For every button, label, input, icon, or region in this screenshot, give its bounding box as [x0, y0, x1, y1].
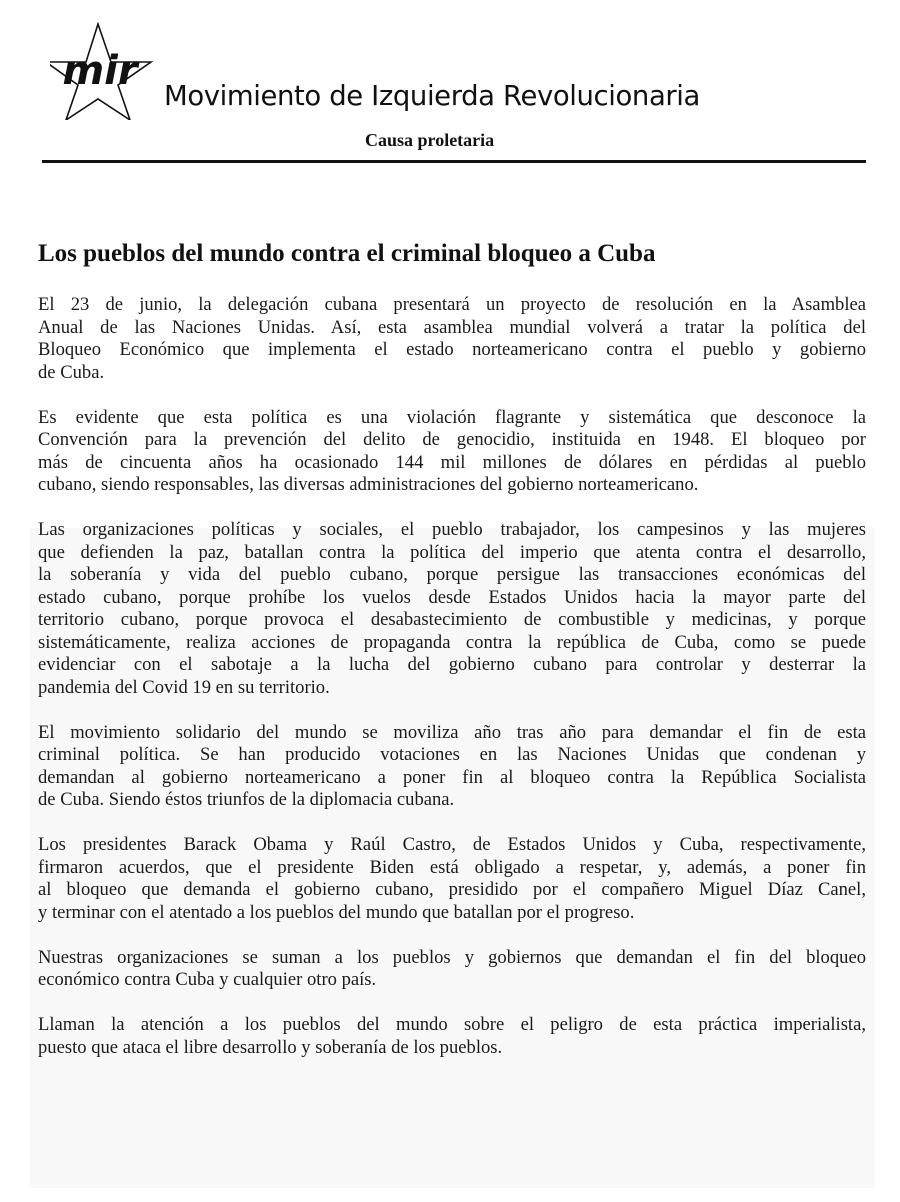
organization-name: Movimiento de Izquierda Revolucionaria: [164, 80, 700, 112]
paragraph-line: que defienden la paz, batallan contra la política del imperio que atenta contra el desarrollo,: [38, 541, 866, 563]
paragraph-line: pandemia del Covid 19 en su territorio.: [38, 676, 330, 698]
publication-subtitle: Causa proletaria: [365, 130, 495, 150]
paragraph-line: al bloqueo que demanda el gobierno cubano, presidido por el compañero Miguel Díaz Canel,: [38, 879, 866, 900]
paragraph-line: Nuestras organizaciones se suman a los pueblos y gobiernos que demandan el fin del bloqueo: [38, 946, 866, 968]
article-paragraph: [38, 294, 866, 384]
paragraph-line: más de cincuenta años ha ocasionado 144 mil millones de dólares en pérdidas al pueblo: [38, 451, 866, 473]
paragraph-line: puesto que ataca el libre desarrollo y soberanía de los pueblos.: [38, 1036, 503, 1058]
paragraph-line: firmaron acuerdos, que el presidente Biden está obligado a respetar, y, además, a poner fin: [38, 856, 866, 878]
article-paragraph: [38, 947, 866, 992]
paragraph-line: criminal política. Se han producido votaciones en las Naciones Unidas que condenan y: [38, 744, 866, 765]
paragraph-line: Bloqueo Económico que implementa el estado norteamericano contra el pueblo y gobierno: [38, 339, 866, 360]
article-paragraph: [38, 722, 866, 812]
paragraph-line: la soberanía y vida del pueblo cubano, porque persigue las transacciones económicas del: [38, 564, 866, 585]
paragraph-line: Las organizaciones políticas y sociales, el pueblo trabajador, los campesinos y las mujeres: [38, 519, 866, 540]
paragraph-line: Llaman la atención a los pueblos del mundo sobre el peligro de esta práctica imperialista,: [38, 1014, 866, 1035]
article-paragraph: [38, 834, 866, 924]
paragraph-line: de Cuba. Siendo éstos triunfos de la diplomacia cubana.: [38, 789, 455, 810]
article-paragraph: [38, 519, 866, 699]
paragraph-line: demandan al gobierno norteamericano a poner fin al bloqueo contra la República Socialista: [38, 766, 866, 788]
paragraph-line: económico contra Cuba y cualquier otro país.: [38, 969, 377, 990]
logo-text: mir: [62, 48, 138, 94]
paragraph-line: cubano, siendo responsables, las diversas administraciones del gobierno norteamericano.: [38, 474, 699, 495]
paragraph-line: Anual de las Naciones Unidas. Así, esta asamblea mundial volverá a tratar la política del: [38, 316, 866, 338]
paragraph-line: Convención para la prevención del delito de genocidio, instituida en 1948. El bloqueo por: [38, 429, 866, 450]
article-body: [38, 294, 866, 1082]
header-divider: [42, 160, 866, 163]
paragraph-line: El 23 de junio, la delegación cubana presentará un proyecto de resolución en la Asamblea: [38, 294, 866, 315]
paragraph-line: territorio cubano, porque provoca el desabastecimiento de combustible y medicinas, y porque: [38, 609, 866, 630]
article-title: Los pueblos del mundo contra el criminal bloqueo a Cuba: [38, 240, 656, 267]
paragraph-line: estado cubano, porque prohíbe los vuelos desde Estados Unidos hacia la mayor parte del: [38, 586, 866, 608]
paragraph-line: y terminar con el atentado a los pueblos del mundo que batallan por el progreso.: [38, 901, 635, 923]
paragraph-line: El movimiento solidario del mundo se moviliza año tras año para demandar el fin de esta: [38, 721, 866, 743]
paragraph-line: Es evidente que esta política es una violación flagrante y sistemática que desconoce la: [38, 406, 866, 428]
mir-star-logo: [50, 22, 155, 120]
paragraph-line: de Cuba.: [38, 361, 105, 383]
paragraph-line: evidenciar con el sabotaje a la lucha del gobierno cubano para controlar y desterrar la: [38, 654, 866, 675]
article-paragraph: [38, 407, 866, 497]
article-paragraph: [38, 1014, 866, 1059]
paragraph-line: Los presidentes Barack Obama y Raúl Castro, de Estados Unidos y Cuba, respectivamente,: [38, 834, 866, 855]
paragraph-line: sistemáticamente, realiza acciones de propaganda contra la república de Cuba, como se puede: [38, 631, 866, 653]
